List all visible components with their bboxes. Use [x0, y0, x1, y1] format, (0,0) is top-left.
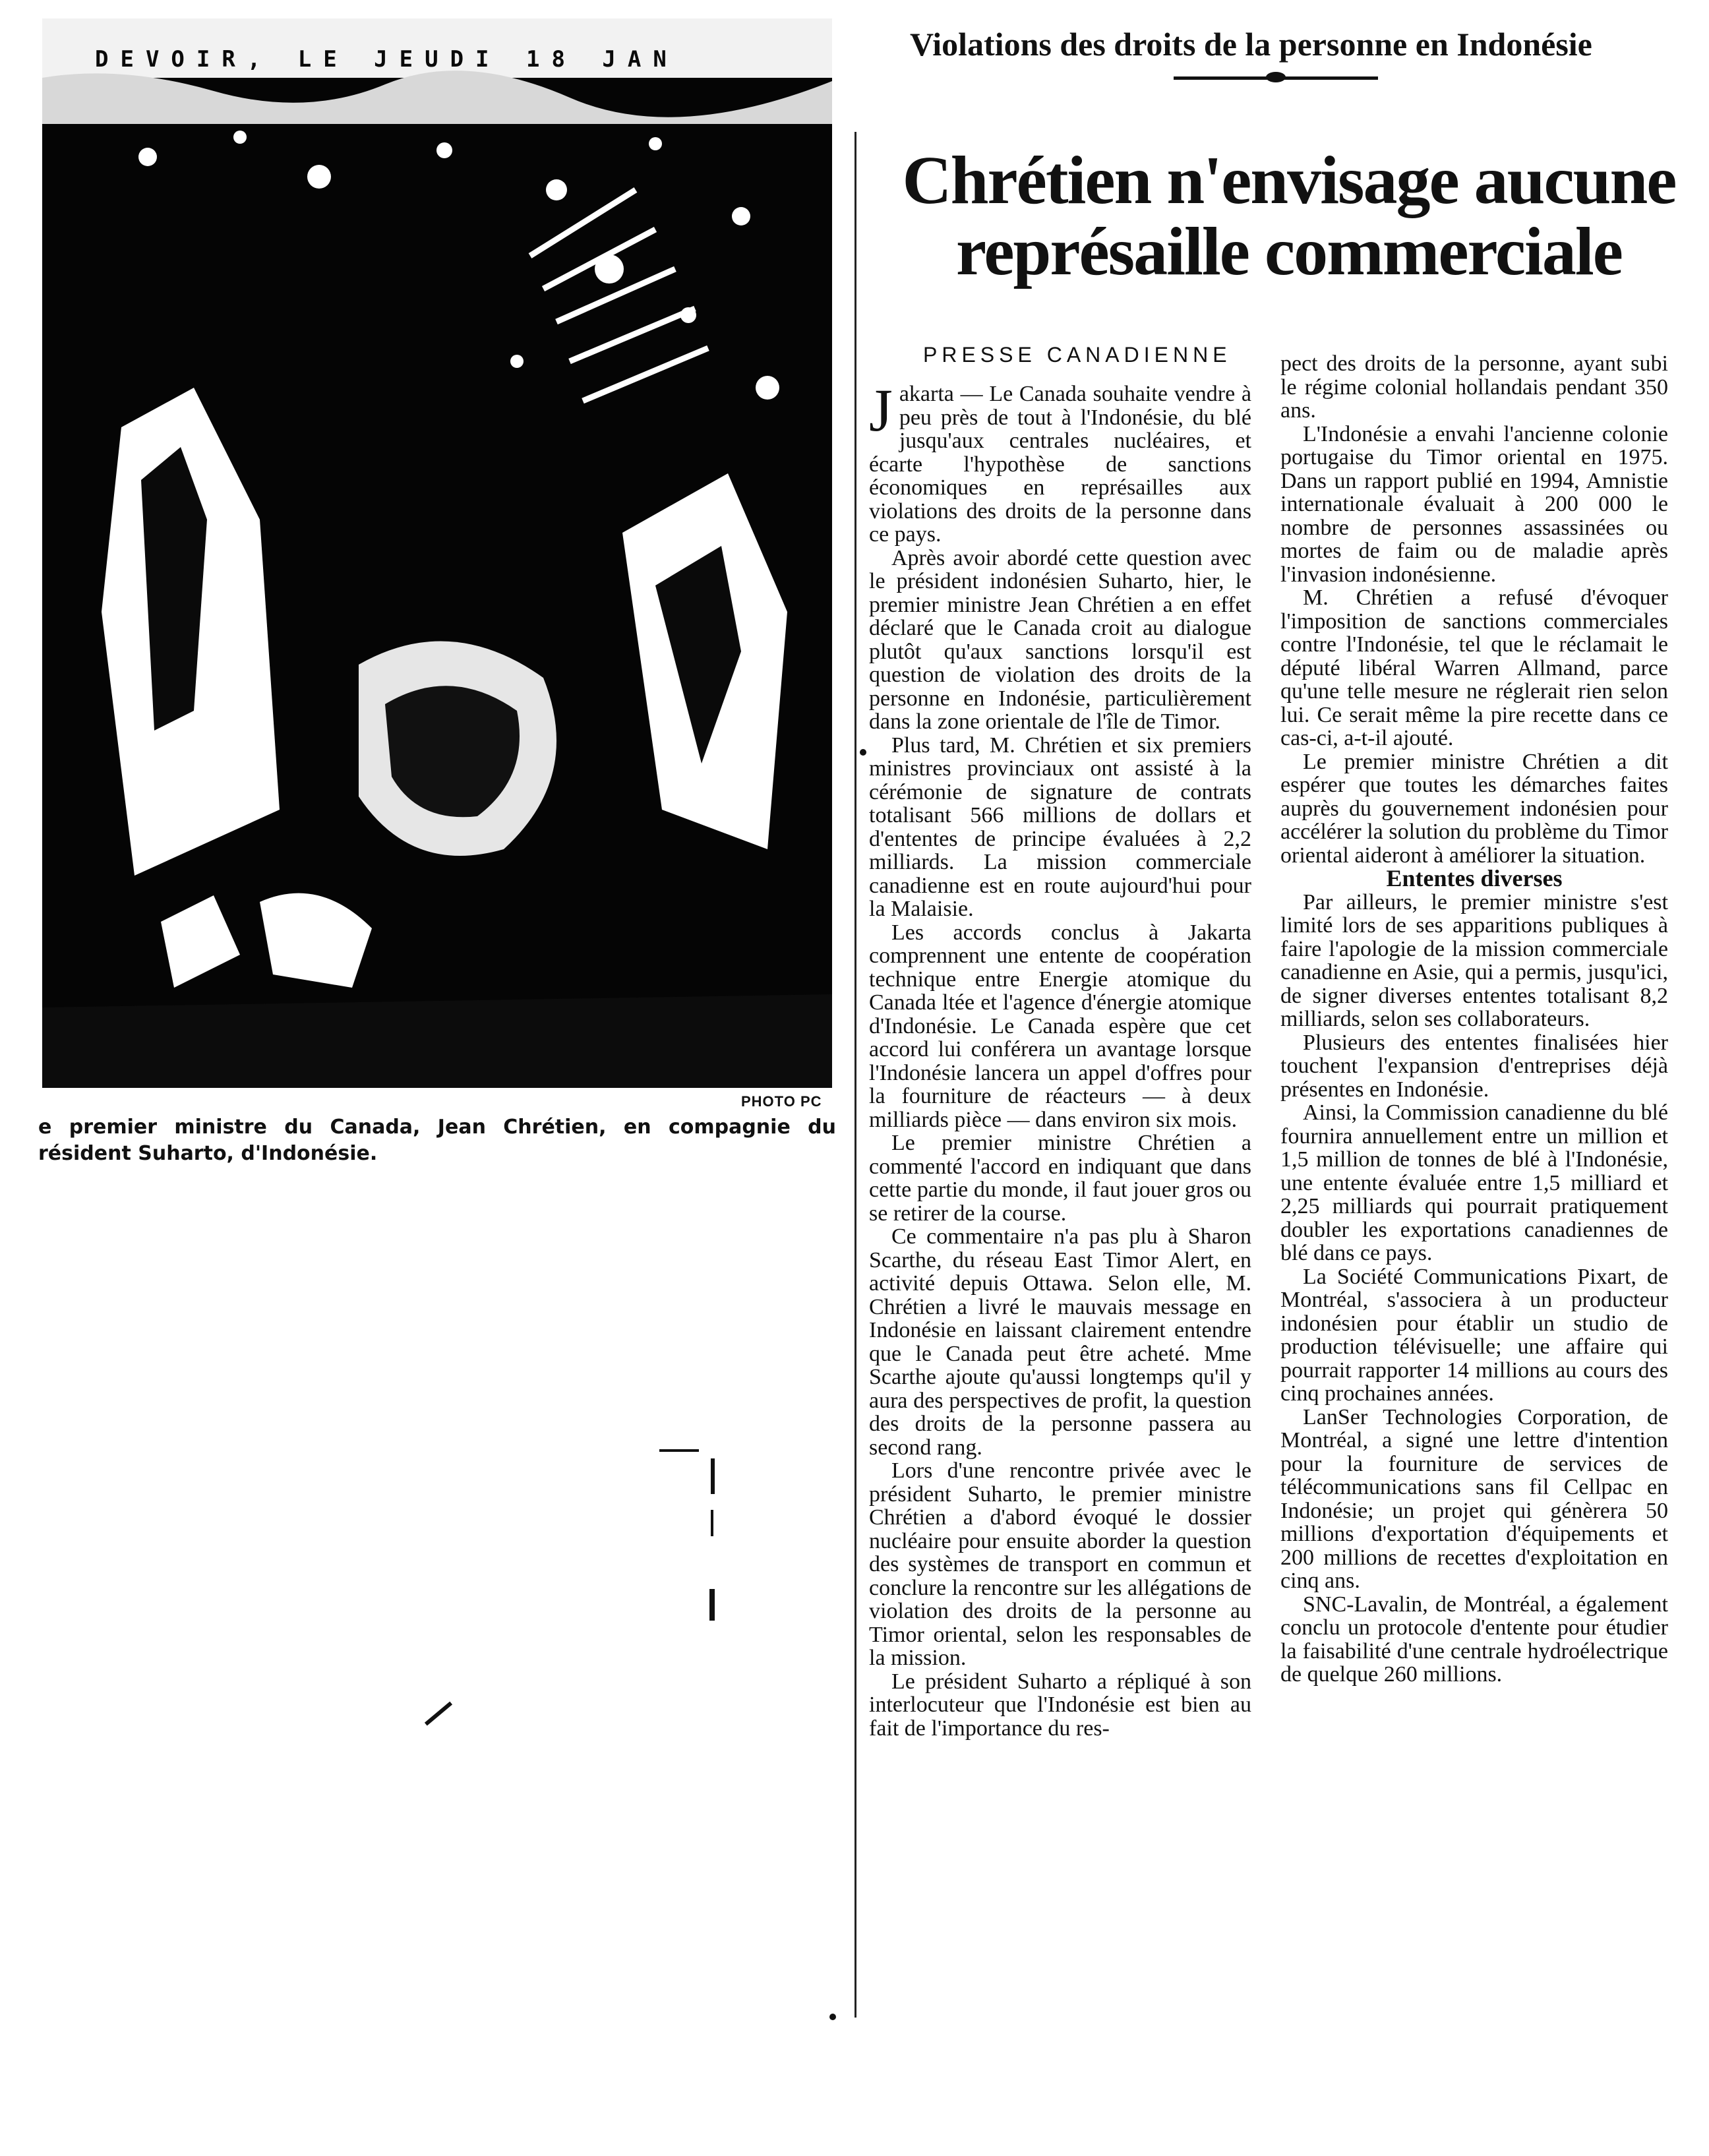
photo-caption: e premier ministre du Canada, Jean Chrétien, en compagnie du résident Suharto, d'Indonésie. [38, 1116, 836, 1165]
paragraph: Plus tard, M. Chrétien et six premiers ministres provinciaux ont assisté à la cérémonie de signature de contrats totalisant 566 millions de dollars et d'ententes de principe évaluées à 2,2 milliards. La mission commerciale canadienne est en route aujourd'hui pour la Malaisie. [869, 733, 1251, 921]
paragraph: Par ailleurs, le premier ministre s'est limité lors de ses apparitions publiques à faire l'apologie de la mission commerciale canadienne en Asie, qui a permis, jusqu'ici, de signer diverses ententes totalisant 8,2 milliards, selon ses collaborateurs. [1280, 889, 1668, 1031]
headline: Chrétien n'envisage aucune représaille commerciale [902, 142, 1676, 289]
scan-speck [829, 2014, 836, 2020]
paragraph: Le président Suharto a répliqué à son interlocuteur que l'Indonésie est bien au fait de l'importance du res- [869, 1669, 1251, 1741]
drop-cap: J [869, 376, 893, 444]
news-photo [42, 18, 832, 1088]
scan-mark [659, 1449, 699, 1452]
paragraph: pect des droits de la personne, ayant subi le régime colonial hollandais pendant 350 ans. [1280, 352, 1668, 423]
paragraph: Le premier ministre Chrétien a dit espérer que toutes les démarches faites auprès du gouvernement indonésien pour accélérer la solution du problème du Timor oriental aideront à améliorer la situation. [1280, 749, 1668, 868]
paragraph: SNC-Lavalin, de Montréal, a également conclu un protocole d'entente pour étudier la faisabilité d'une centrale hydroélectrique de quelque 260 millions. [1280, 1592, 1668, 1687]
photo-credit: PHOTO PC [741, 1093, 822, 1110]
paragraph: Après avoir abordé cette question avec le président indonésien Suharto, hier, le premier ministre Jean Chrétien a en effet déclaré que le Canada croit au dialogue plutôt qu'aux sanctions lorsqu'il est question de violation des droits de la personne en Indonésie, particulièrement dans la zone orientale de l'île de Timor. [869, 545, 1251, 734]
scan-mark [425, 1702, 452, 1726]
byline: PRESSE CANADIENNE [923, 343, 1232, 367]
scan-speck [860, 749, 866, 756]
article-column-1 [869, 376, 1251, 1741]
paragraph: Le premier ministre Chrétien a commenté l'accord en indiquant que dans cette partie du monde, il faut jouer gros ou se retirer de la course. [869, 1131, 1251, 1226]
photo-image [42, 18, 832, 1088]
masthead-strip: DEVOIR, LE JEUDI 18 JAN [95, 46, 678, 73]
paragraph: Plusieurs des ententes finalisées hier touchent l'expansion d'entreprises déjà présentes en Indonésie. [1280, 1030, 1668, 1102]
scan-mark [711, 1510, 713, 1536]
article-column-2 [1280, 352, 1668, 1687]
scan-mark [709, 1589, 715, 1621]
paragraph: La Société Communications Pixart, de Montréal, s'associera à un producteur indonésien pour établir un studio de production télévisuelle; une affaire qui pourrait rapporter 14 millions au cours des cinq prochaines années. [1280, 1264, 1668, 1406]
paragraph: Ainsi, la Commission canadienne du blé fournira annuellement entre un million et 1,5 million de tonnes de blé à l'Indonésie, une entente évaluée entre 1,5 milliard et 2,25 milliards qui pourrait pratiquement doubler les exportations canadiennes de blé dans ce pays. [1280, 1100, 1668, 1265]
subheading: Ententes diverses [1386, 865, 1563, 891]
kicker-ornament [1174, 76, 1378, 80]
paragraph: Les accords conclus à Jakarta comprennent une entente de coopération technique entre Energie atomique du Canada ltée et l'agence d'énergie atomique d'Indonésie. Le Canada espère que cet accord lui conférera un avantage lorsque l'Indonésie lancera un appel d'offres pour la fourniture de réacteurs — à deux milliards pièce — dans environ six mois. [869, 920, 1251, 1132]
paragraph: M. Chrétien a refusé d'évoquer l'imposition de sanctions commerciales contre l'Indonésie, tel que le réclamait le député libéral Warren Allmand, parce qu'une telle mesure ne réglerait rien selon lui. Ce serait même la pire recette dans ce cas-ci, a-t-il ajouté. [1280, 585, 1668, 750]
paragraph: Jakarta — Le Canada souhaite vendre à peu près de tout à l'Indonésie, du blé jusqu'aux centrales nucléaires, et écarte l'hypothèse de sanctions économiques en représailles aux violations des droits de la personne dans ce pays. [869, 376, 1251, 547]
paragraph: LanSer Technologies Corporation, de Montréal, a signé une lettre d'intention pour la fourniture de services de télécommunications sans fil Cellpac en Indonésie; un projet qui génèrera 50 millions d'exportation d'équipements et 200 millions de recettes d'exploitation en cinq ans. [1280, 1404, 1668, 1593]
paragraph: L'Indonésie a envahi l'ancienne colonie portugaise du Timor oriental en 1975. Dans un rapport publié en 1994, Amnistie internationale évaluait à 200 000 le nombre de personnes assassinées ou mortes de faim ou de maladie après l'invasion indonésienne. [1280, 421, 1668, 587]
paragraph: Ce commentaire n'a pas plu à Sharon Scarthe, du réseau East Timor Alert, en activité depuis Ottawa. Selon elle, M. Chrétien a livré le mauvais message en Indonésie en laissant clairement entendre que le Canada peut être acheté. Mme Scarthe ajoute qu'aussi longtemps qu'il y aura des perspectives de profit, la question des droits de la personne passera au second rang. [869, 1224, 1251, 1460]
column-rule [854, 132, 856, 2018]
paragraph: Lors d'une rencontre privée avec le président Suharto, le premier ministre Chrétien a d'abord évoqué le dossier nucléaire pour ensuite aborder la question des systèmes de transport en commun et conclure la rencontre sur les allégations de violation des droits de la personne au Timor oriental, selon les responsables de la mission. [869, 1458, 1251, 1670]
scan-mark [711, 1458, 715, 1494]
kicker-line: Violations des droits de la personne en Indonésie [910, 26, 1592, 63]
